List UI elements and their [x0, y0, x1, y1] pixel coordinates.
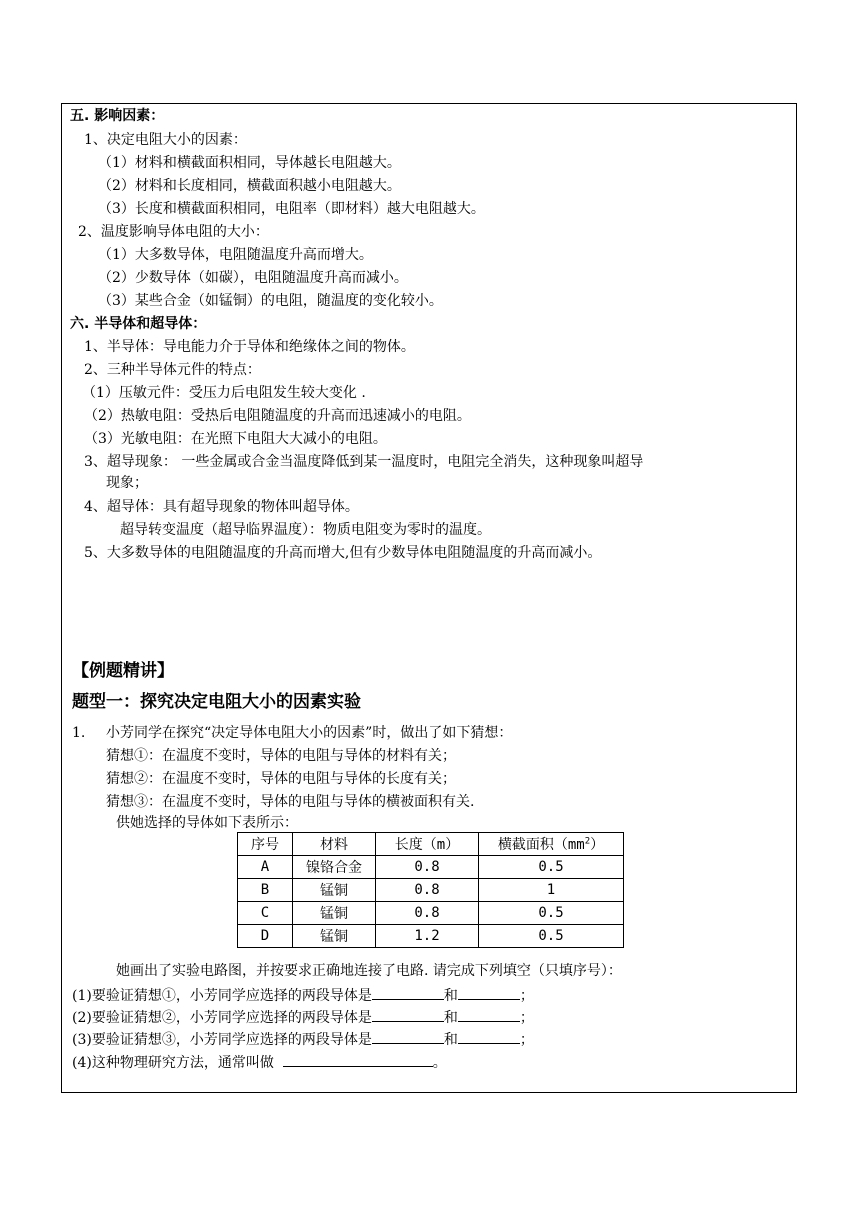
header-cell: 长度（m）: [376, 833, 479, 856]
period: 。: [432, 1055, 447, 1071]
header-superscript: 2: [584, 836, 591, 847]
header-cell: 材料: [293, 833, 376, 856]
s5-item-2: 2、温度影响导体电阻的大小：: [78, 224, 269, 240]
guess-1: 猜想①：在温度不变时，导体的电阻与导体的材料有关；: [106, 748, 456, 764]
header-cell: 序号: [238, 833, 293, 856]
table-cell: 0.5: [479, 902, 624, 925]
table-row: [238, 879, 624, 902]
semicolon: ；: [519, 1032, 534, 1048]
table-cell: 锰铜: [293, 925, 376, 948]
semicolon: ；: [519, 988, 534, 1004]
answer-blank-3a[interactable]: [372, 1029, 444, 1044]
section-6-heading: 六. 半导体和超导体：: [70, 316, 207, 332]
conductor-table: [237, 832, 624, 948]
s6-item-2c: （3）光敏电阻：在光照下电阻大大减小的电阻。: [84, 431, 387, 447]
guess-3: 猜想③：在温度不变时，导体的电阻与导体的横被面积有关.: [106, 794, 475, 810]
table-header-row: [238, 833, 624, 856]
table-cell: 锰铜: [293, 879, 376, 902]
answer-blank-1b[interactable]: [458, 985, 520, 1000]
header-close: ）: [590, 837, 605, 853]
table-cell: 0.8: [376, 856, 479, 879]
guess-2: 猜想②：在温度不变时，导体的电阻与导体的长度有关；: [106, 771, 456, 787]
header-text: 横截面积（mm: [497, 837, 585, 853]
answer-blank-3b[interactable]: [458, 1029, 520, 1044]
table-cell: 0.8: [376, 902, 479, 925]
s5-item-2a: （1）大多数导体，电阻随温度升高而增大。: [98, 247, 373, 263]
table-cell: 0.8: [376, 879, 479, 902]
s6-item-3: 3、超导现象： 一些金属或合金当温度降低到某一温度时，电阻完全消失，这种现象叫超导: [84, 454, 644, 470]
blank-question-4: [72, 1052, 447, 1073]
answer-blank-2b[interactable]: [458, 1007, 520, 1022]
answer-blank-4[interactable]: [283, 1052, 433, 1067]
s6-item-2: 2、三种半导体元件的特点：: [84, 362, 261, 378]
table-cell: B: [238, 879, 293, 902]
type-title: 题型一：探究决定电阻大小的因素实验: [72, 692, 361, 712]
s5-item-1b: （2）材料和长度相同，横截面积越小电阻越大。: [98, 178, 401, 194]
and-text: 和: [443, 1010, 458, 1026]
table-cell: 锰铜: [293, 902, 376, 925]
s5-item-1a: （1）材料和横截面积相同，导体越长电阻越大。: [98, 155, 401, 171]
question-3-text: (3)要验证猜想③，小芳同学应选择的两段导体是: [72, 1032, 372, 1048]
s5-item-2b: （2）少数导体（如碳），电阻随温度升高而减小。: [98, 270, 408, 286]
table-cell: 0.5: [479, 925, 624, 948]
answer-blank-1a[interactable]: [372, 985, 444, 1000]
s6-item-1: 1、半导体：导电能力介于导体和绝缘体之间的物体。: [84, 339, 415, 355]
question-1-text: (1)要验证猜想①，小芳同学应选择的两段导体是: [72, 988, 372, 1004]
s6-item-3-cont: 现象；: [106, 475, 148, 491]
s6-item-2a: （1）压敏元件：受压力后电阻发生较大变化 .: [82, 385, 366, 401]
question-4-text: (4)这种物理研究方法，通常叫做: [72, 1055, 274, 1071]
table-row: [238, 856, 624, 879]
table-cell: D: [238, 925, 293, 948]
s5-item-2c: （3）某些合金（如锰铜）的电阻，随温度的变化较小。: [98, 293, 443, 309]
example-title: 【例题精讲】: [72, 661, 174, 681]
table-cell: 0.5: [479, 856, 624, 879]
table-cell: 1.2: [376, 925, 479, 948]
blank-question-3: [72, 1029, 534, 1050]
and-text: 和: [443, 988, 458, 1004]
s6-item-2b: （2）热敏电阻：受热后电阻随温度的升高而迅速减小的电阻。: [84, 408, 471, 424]
s6-item-4: 4、超导体：具有超导现象的物体叫超导体。: [84, 499, 359, 515]
table-intro: 供她选择的导体如下表所示：: [116, 815, 298, 831]
semicolon: ；: [519, 1010, 534, 1026]
table-row: [238, 902, 624, 925]
header-cell: [479, 833, 624, 856]
blank-question-1: [72, 985, 534, 1006]
and-text: 和: [443, 1032, 458, 1048]
section-5-heading: 五. 影响因素：: [70, 108, 165, 124]
table-cell: 镍铬合金: [293, 856, 376, 879]
question-number: 1.: [72, 725, 86, 741]
answer-blank-2a[interactable]: [372, 1007, 444, 1022]
table-cell: 1: [479, 879, 624, 902]
question-2-text: (2)要验证猜想②，小芳同学应选择的两段导体是: [72, 1010, 372, 1026]
blank-question-2: [72, 1007, 534, 1028]
table-cell: C: [238, 902, 293, 925]
s6-item-5: 5、大多数导体的电阻随温度的升高而增大,但有少数导体电阻随温度的升高而减小。: [84, 545, 602, 561]
table-row: [238, 925, 624, 948]
s6-item-4a: 超导转变温度（超导临界温度）：物质电阻变为零时的温度。: [120, 522, 491, 538]
after-table-text: 她画出了实验电路图，并按要求正确地连接了电路. 请完成下列填空（只填序号）：: [116, 963, 622, 979]
table-cell: A: [238, 856, 293, 879]
s5-item-1: 1、决定电阻大小的因素：: [84, 132, 247, 148]
question-text: 小芳同学在探究“决定导体电阻大小的因素”时，做出了如下猜想：: [106, 725, 513, 741]
s5-item-1c: （3）长度和横截面积相同，电阻率（即材料）越大电阻越大。: [98, 201, 485, 217]
